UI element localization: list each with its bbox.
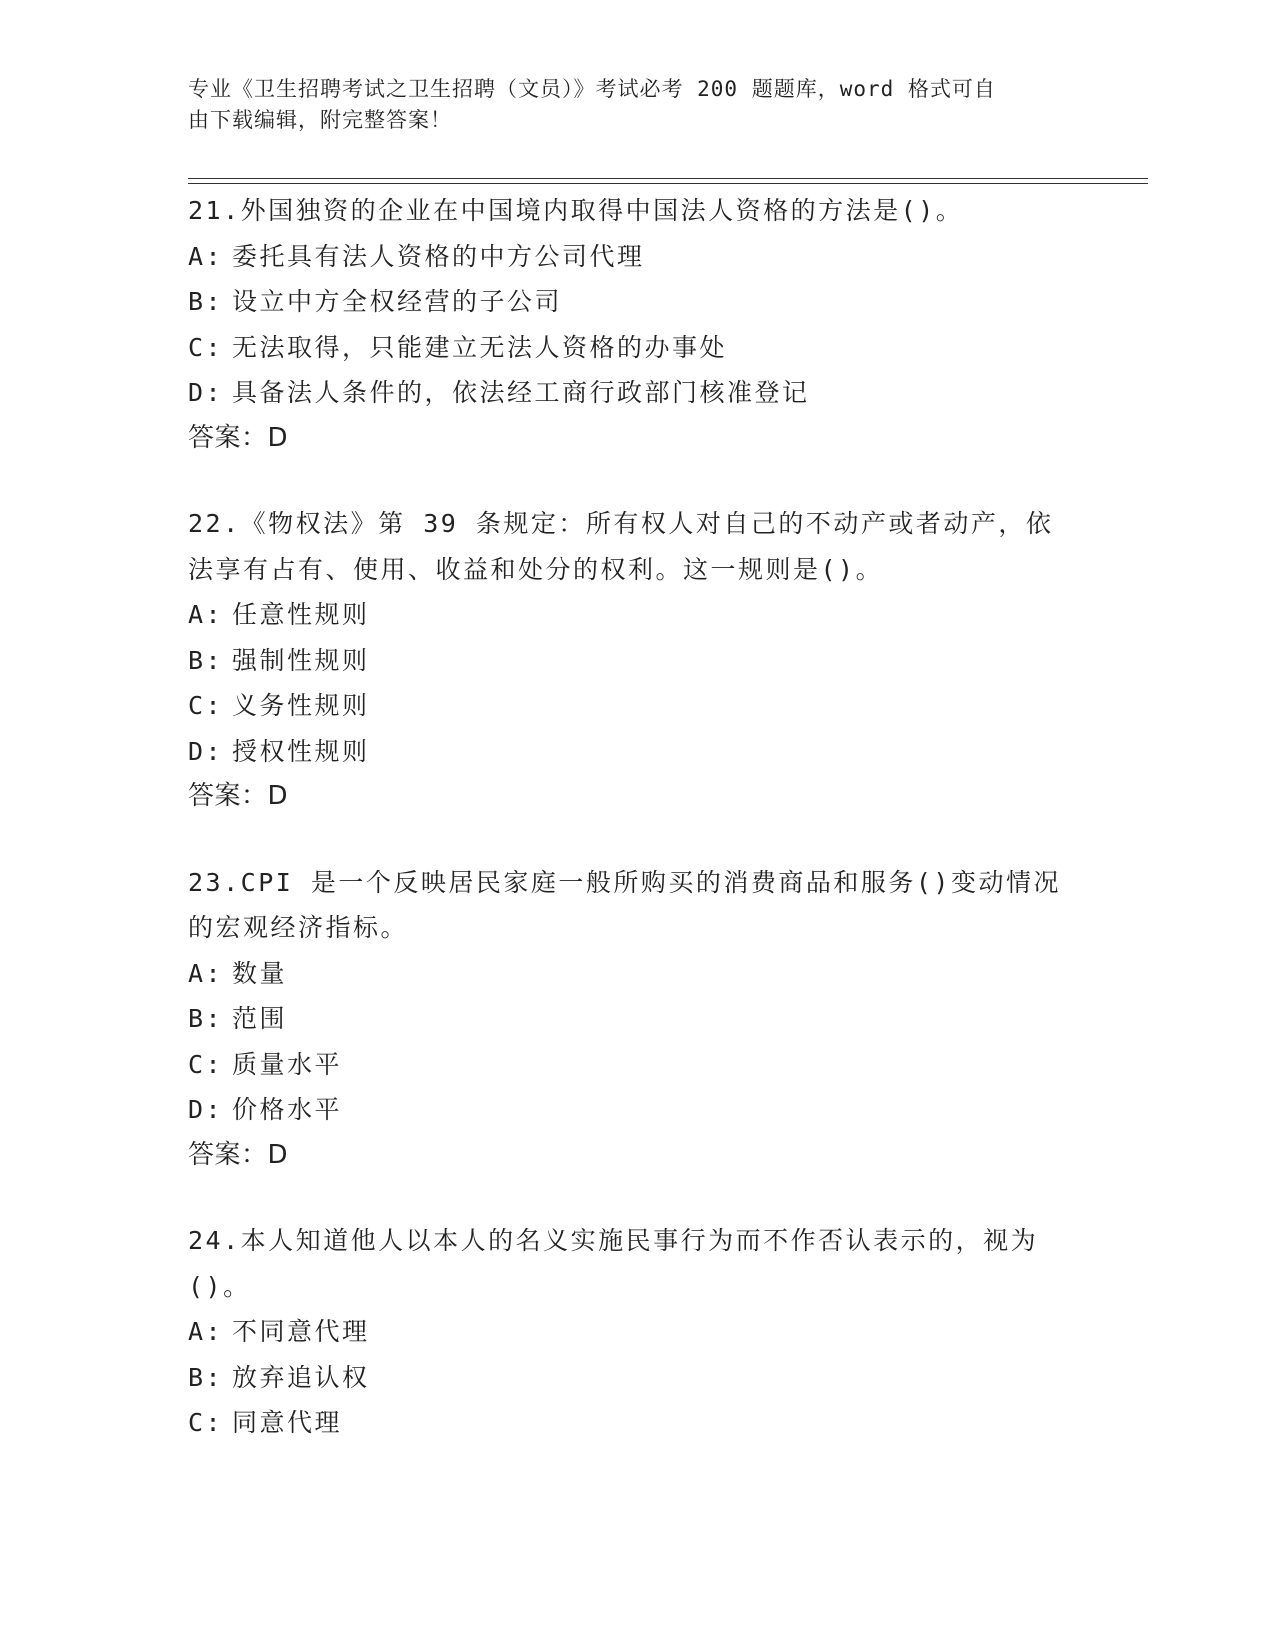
option-letter: A: xyxy=(188,1317,224,1346)
option-text: 委托具有法人资格的中方公司代理 xyxy=(232,241,645,271)
question-stem-line-2: ()。 xyxy=(188,1271,251,1301)
question-stem-line-1: 24.本人知道他人以本人的名义实施民事行为而不作否认表示的，视为 xyxy=(188,1226,1039,1255)
option-letter: D: xyxy=(188,736,224,766)
option-a xyxy=(188,592,1088,638)
option-b xyxy=(188,1355,1088,1401)
option-c xyxy=(188,325,1088,371)
option-d xyxy=(188,370,1088,416)
question-stem-line-1: 22.《物权法》第 39 条规定：所有权人对自己的不动产或者动产，依 xyxy=(188,509,1054,538)
question-list xyxy=(188,188,1088,1486)
question-23 xyxy=(188,860,1088,1179)
header-divider-bottom xyxy=(188,183,1148,184)
option-a xyxy=(188,1309,1088,1355)
answer-line: 答案：D xyxy=(188,1139,289,1170)
option-text: 具备法人条件的，依法经工商行政部门核准登记 xyxy=(232,378,810,407)
option-letter: C: xyxy=(188,1049,224,1079)
question-stem-line-2: 的宏观经济指标。 xyxy=(188,913,409,942)
option-b xyxy=(188,279,1088,325)
question-stem-line-1: 23.CPI 是一个反映居民家庭一般所购买的消费商品和服务()变动情况 xyxy=(188,867,1061,897)
option-d xyxy=(188,1087,1088,1133)
document-header xyxy=(188,74,1068,136)
question-stem: 21.外国独资的企业在中国境内取得中国法人资格的方法是()。 xyxy=(188,196,964,225)
option-text: 义务性规则 xyxy=(232,691,370,720)
option-text: 质量水平 xyxy=(232,1049,343,1079)
question-22 xyxy=(188,501,1088,820)
option-letter: C: xyxy=(188,1408,224,1437)
option-letter: B: xyxy=(188,1004,224,1033)
answer-line: 答案：D xyxy=(188,422,289,453)
option-letter: A: xyxy=(188,241,224,271)
option-text: 设立中方全权经营的子公司 xyxy=(232,287,563,316)
option-letter: B: xyxy=(188,645,224,675)
answer-line: 答案：D xyxy=(188,781,289,811)
option-letter: D: xyxy=(188,1095,224,1124)
option-letter: B: xyxy=(188,287,224,316)
option-text: 数量 xyxy=(232,958,288,988)
question-21 xyxy=(188,188,1088,461)
option-text: 同意代理 xyxy=(232,1408,343,1437)
option-letter: A: xyxy=(188,600,224,629)
option-a xyxy=(188,951,1088,997)
option-letter: B: xyxy=(188,1362,224,1392)
option-a xyxy=(188,234,1088,280)
option-text: 无法取得，只能建立无法人资格的办事处 xyxy=(232,332,728,362)
question-stem-line-2: 法享有占有、使用、收益和处分的权利。这一规则是()。 xyxy=(188,554,884,584)
header-line-1: 专业《卫生招聘考试之卫生招聘（文员）》考试必考 200 题题库，word 格式可自 xyxy=(188,77,996,101)
option-text: 任意性规则 xyxy=(232,600,370,629)
option-text: 强制性规则 xyxy=(232,645,370,675)
question-24 xyxy=(188,1218,1088,1446)
option-letter: C: xyxy=(188,332,224,362)
option-c xyxy=(188,1042,1088,1088)
option-text: 授权性规则 xyxy=(232,736,370,766)
option-letter: C: xyxy=(188,691,224,720)
option-d xyxy=(188,729,1088,775)
header-line-2: 由下载编辑，附完整答案！ xyxy=(188,108,452,132)
option-letter: A: xyxy=(188,958,224,988)
option-text: 范围 xyxy=(232,1004,288,1033)
option-b xyxy=(188,638,1088,684)
option-b xyxy=(188,996,1088,1042)
option-text: 放弃追认权 xyxy=(232,1362,370,1392)
option-c xyxy=(188,683,1088,729)
option-text: 不同意代理 xyxy=(232,1317,370,1346)
option-text: 价格水平 xyxy=(232,1095,343,1124)
option-c xyxy=(188,1400,1088,1446)
header-divider-top xyxy=(188,178,1148,179)
option-letter: D: xyxy=(188,378,224,407)
